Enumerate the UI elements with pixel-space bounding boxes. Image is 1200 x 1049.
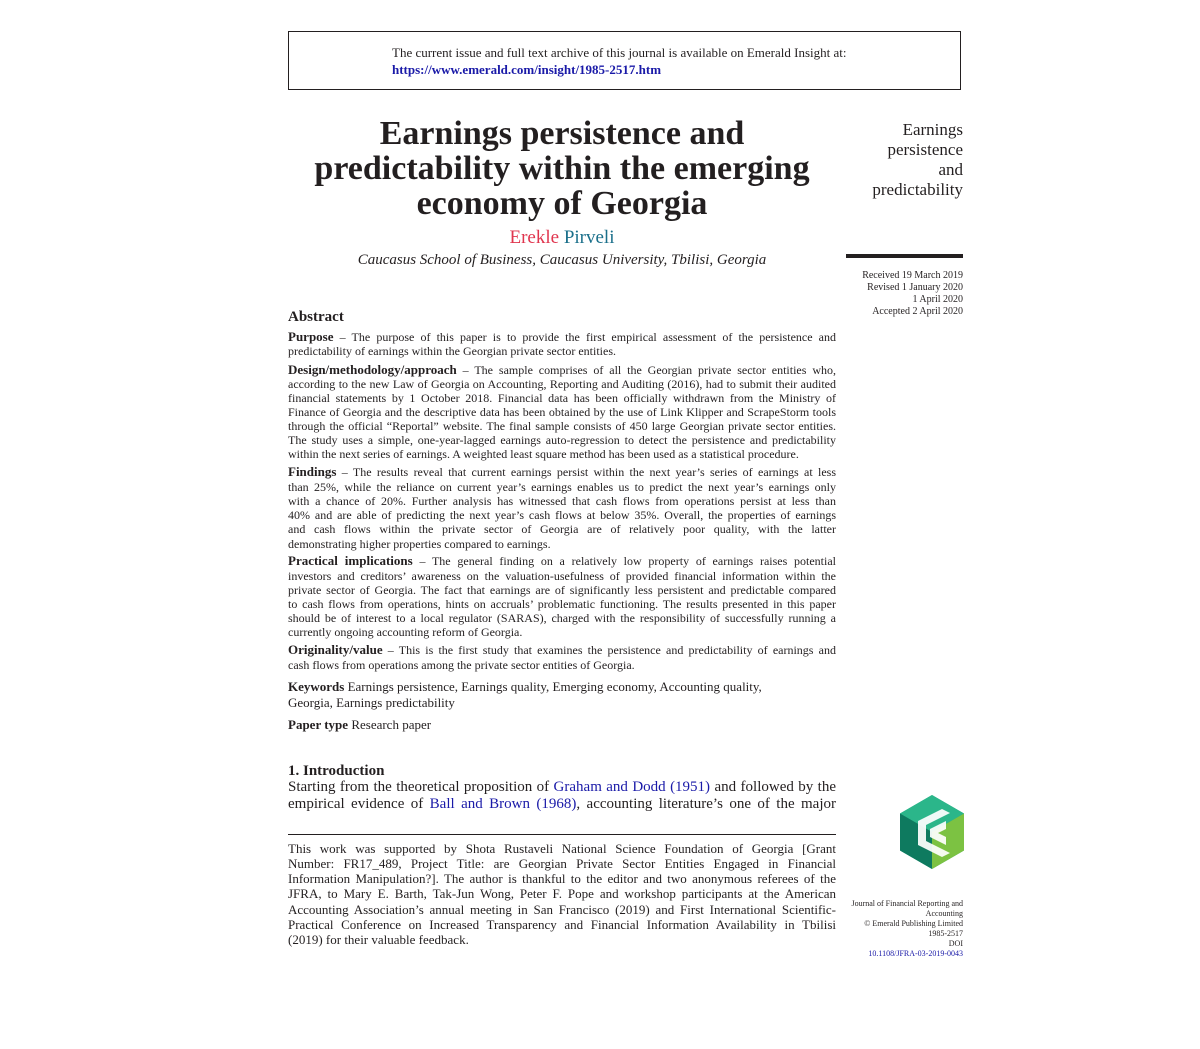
footnote-divider [288, 834, 836, 835]
availability-notice-text: The current issue and full text archive of this journal is available on Emerald Insight at: [392, 45, 847, 60]
abstract-practical-line: currently ongoing accounting reform of Georgia. [288, 625, 523, 639]
footnote-line: JFRA, to Mary E. Barth, Tak-Jun Wong, Peter F. Pope and workshop participants at the American [288, 886, 836, 901]
citation-link[interactable]: Graham and Dodd (1951) [553, 779, 711, 795]
paper-type-value: Research paper [348, 717, 432, 732]
abstract-design-line: financial statements by 1 October 2018. Financial data has been officially withdrawn from the Ministry of [288, 391, 836, 405]
abstract-design-line: within the next series of earnings. A weighted least square method has been used as a statistical procedure. [288, 447, 799, 461]
abstract-design-label: Design/methodology/approach [288, 362, 457, 377]
history-line: Received 19 March 2019 [862, 270, 963, 281]
abstract-purpose-line [288, 329, 836, 345]
intro-text: and followed by the [710, 779, 836, 795]
margin-divider [846, 254, 963, 258]
abstract-design-line [288, 362, 836, 378]
running-head-line: persistence [887, 140, 963, 159]
abstract-practical-line: investors and creditors’ awareness on the valuation-usefulness of provided financial information within the [288, 569, 836, 583]
title-line: Earnings persistence and [379, 115, 745, 152]
journal-info-line: Journal of Financial Reporting and [851, 899, 963, 908]
abstract-purpose-label: Purpose [288, 329, 334, 344]
abstract-findings-line: demonstrating higher properties compared to earnings. [288, 537, 551, 551]
intro-text: empirical evidence of [288, 796, 430, 812]
journal-info-line: Accounting [925, 909, 963, 918]
journal-info [820, 899, 963, 959]
keywords-text: Earnings persistence, Earnings quality, Emerging economy, Accounting quality, [344, 679, 762, 694]
abstract-text: – The purpose of this paper is to provide the first empirical assessment of the persistence and [333, 330, 836, 344]
abstract-text: – The results reveal that current earnings persist within the next year’s series of earnings at less [336, 465, 836, 479]
author-name [288, 227, 836, 249]
intro-paragraph-line [288, 796, 836, 813]
abstract-text: – The sample comprises of all the Georgian private sector entities who, [456, 363, 836, 377]
paper-type [288, 717, 431, 733]
running-head [845, 120, 963, 200]
abstract-design-line: The study uses a simple, one-year-lagged earnings auto-regression to detect the persistence and predictability [288, 433, 836, 447]
abstract-practical-line: should be of interest to a local regulator (SARAS), charged with the responsibility of successfully running a [288, 611, 836, 625]
abstract-findings-line: 40% and are able of predicting the next year’s cash flows at below 35%. Overall, the properties of earnings [288, 508, 836, 522]
abstract-practical-line: to cash flows from operations, hints on accruals’ problematic functioning. The results presented in this paper [288, 597, 836, 611]
journal-info-line: © Emerald Publishing Limited [864, 919, 963, 928]
intro-paragraph-line [288, 779, 836, 796]
footnote-line: Practical Conference on Increased Transparency and Financial Information Availability in Tbilisi [288, 917, 836, 932]
author-first-name: Erekle [509, 227, 560, 248]
doi-link[interactable]: 10.1108/JFRA-03-2019-0043 [868, 949, 963, 958]
abstract-originality-label: Originality/value [288, 642, 383, 657]
submission-history [820, 270, 963, 318]
abstract-heading: Abstract [288, 309, 344, 325]
doi-label: DOI [948, 939, 963, 948]
author-last-name: Pirveli [563, 227, 615, 248]
abstract-practical-line: private sector of Georgia. The fact that earnings are of significantly less persistent and predictable compared [288, 583, 836, 597]
history-line: Revised 1 January 2020 [867, 282, 963, 293]
footnote-line: This work was supported by Shota Rustaveli National Science Foundation of Georgia [Grant [288, 841, 836, 856]
running-head-line: and [938, 160, 963, 179]
abstract-findings-line: and cash flows within the private sector of Georgia are of relatively poor quality, with the latter [288, 522, 836, 536]
abstract-practical-line [288, 553, 836, 569]
footnote-line: Information Manipulation?]. The author is thankful to the editor and two anonymous referees of the [288, 871, 836, 886]
abstract-originality-line [288, 642, 836, 658]
abstract-design-line: through the official “Reportal” website. The final sample consists of 450 large Georgian private sector entities. [288, 419, 836, 433]
doi-line [820, 939, 963, 959]
history-line: Accepted 2 April 2020 [872, 306, 963, 317]
footnote-line: (2019) for their valuable feedback. [288, 932, 469, 947]
abstract-design-line: Finance of Georgia and the descriptive data has been obtained by the use of Link Klipper and ScrapeStorm tools [288, 405, 836, 419]
keywords-label: Keywords [288, 679, 345, 694]
running-head-line: predictability [872, 180, 963, 199]
journal-info-line: 1985-2517 [928, 929, 963, 938]
intro-text: Starting from the theoretical proposition of [288, 779, 554, 795]
emerald-logo-icon [900, 795, 964, 869]
running-head-line: Earnings [902, 120, 963, 139]
history-line: 1 April 2020 [912, 294, 963, 305]
paper-type-label: Paper type [288, 717, 349, 732]
citation-link[interactable]: Ball and Brown (1968) [429, 796, 577, 812]
journal-url-link[interactable]: https://www.emerald.com/insight/1985-2517.htm [392, 62, 662, 77]
abstract-text: – This is the first study that examines the persistence and predictability of earnings and [382, 643, 836, 657]
keywords-line [288, 679, 762, 695]
title-line: predictability within the emerging [314, 150, 810, 187]
abstract-text: – The general finding on a relatively low property of earnings raises potential [412, 554, 836, 568]
abstract-findings-line: than 25%, while the reliance on current year’s earnings enables us to predict the next year’s earnings only [288, 480, 836, 494]
abstract-practical-label: Practical implications [288, 553, 413, 568]
keywords-line: Georgia, Earnings predictability [288, 695, 455, 710]
author-affiliation: Caucasus School of Business, Caucasus University, Tbilisi, Georgia [357, 252, 767, 268]
footnote-line: Number: FR17_489, Project Title: are Georgian Private Sector Entities Engaged in Financial [288, 856, 836, 871]
section-heading-introduction: 1. Introduction [288, 763, 385, 779]
paper-title [288, 116, 836, 221]
abstract-originality-line: cash flows from operations among the private sector entities of Georgia. [288, 658, 635, 672]
intro-text: , accounting literature’s one of the major [576, 796, 837, 812]
abstract-findings-line [288, 464, 836, 480]
abstract-purpose-line: predictability of earnings within the Georgian private sector entities. [288, 344, 617, 358]
footnote-line: Accounting Association’s annual meeting in San Francisco (2019) and First International Scientific- [288, 902, 836, 917]
abstract-findings-label: Findings [288, 464, 337, 479]
abstract-findings-line: with a chance of 20%. Further analysis has witnessed that cash flows from operations persist at less than [288, 494, 836, 508]
abstract-design-line: according to the new Law of Georgia on Accounting, Reporting and Auditing (2016), had to submit their audited [288, 377, 836, 391]
title-line: economy of Georgia [416, 185, 708, 222]
